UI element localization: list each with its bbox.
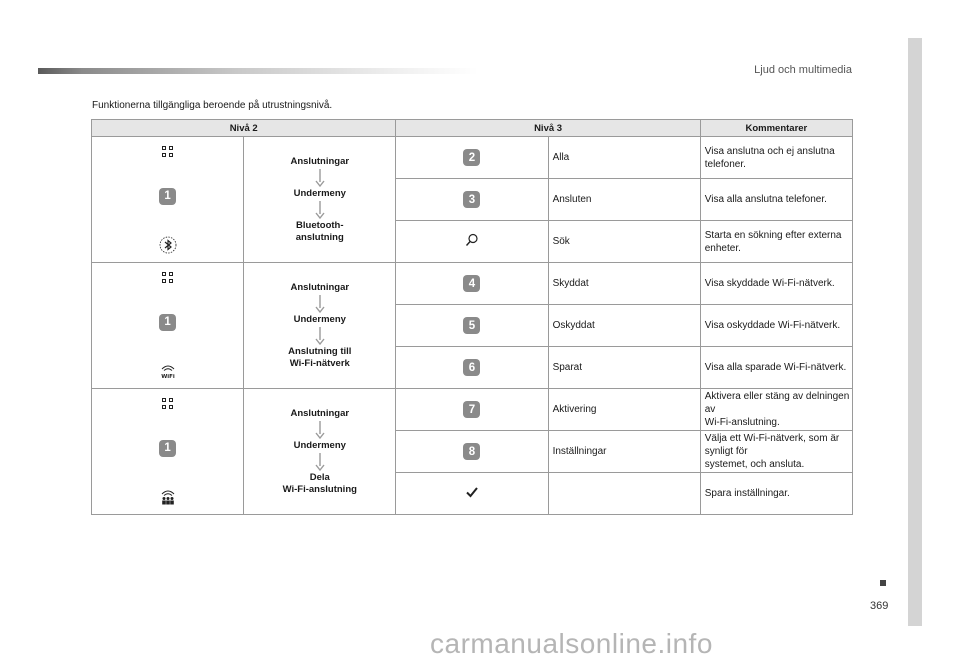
watermark: carmanualsonline.info (430, 628, 713, 659)
level2-label: Undermeny (293, 313, 346, 325)
arrow-down-icon (314, 295, 326, 313)
level3-label: Aktivering (548, 389, 700, 431)
level3-icon-cell (396, 179, 548, 221)
grid-icon (162, 272, 173, 283)
level2-cell (244, 137, 396, 263)
level3-label: Sök (548, 221, 700, 263)
arrow-down-icon (314, 421, 326, 439)
wifi-icon (159, 362, 177, 380)
comment-cell: Visa alla anslutna telefoner. (700, 179, 852, 221)
svg-text:WiFi: WiFi (160, 373, 175, 380)
level3-badge: 3 (463, 191, 480, 208)
level3-icon-cell (396, 389, 548, 431)
level3-label: Oskyddat (548, 305, 700, 347)
header-comments: Kommentarer (700, 120, 852, 137)
bluetooth-icon (159, 236, 177, 254)
level3-label: Alla (548, 137, 700, 179)
level2-label: Bluetooth- anslutning (295, 219, 344, 243)
level3-badge: 8 (463, 443, 480, 460)
level3-badge: 4 (463, 275, 480, 292)
table-header-row (92, 120, 853, 137)
arrow-down-icon (314, 169, 326, 187)
table-row (92, 137, 853, 179)
level3-label: Sparat (548, 347, 700, 389)
table-row (92, 263, 853, 305)
level3-label: Skyddat (548, 263, 700, 305)
level2-label: Anslutning till Wi-Fi-nätverk (288, 345, 352, 369)
level3-badge: 2 (463, 149, 480, 166)
header-level3: Nivå 3 (396, 120, 700, 137)
level2-label: Undermeny (293, 439, 346, 451)
level3-icon-cell (396, 431, 548, 473)
level2-label: Dela Wi-Fi-anslutning (282, 471, 357, 495)
function-table (91, 119, 853, 515)
search-icon (465, 233, 479, 247)
arrow-down-icon (314, 201, 326, 219)
level1-badge: 1 (159, 314, 176, 331)
level1-badge: 1 (159, 188, 176, 205)
page-number: 369 (870, 600, 889, 612)
table-body (92, 137, 853, 515)
level3-icon-cell (396, 137, 548, 179)
level3-badge: 5 (463, 317, 480, 334)
level3-label: Ansluten (548, 179, 700, 221)
level1-badge: 1 (159, 440, 176, 457)
level1-icon-cell (92, 389, 244, 515)
header-level2: Nivå 2 (92, 120, 396, 137)
level2-label: Anslutningar (290, 407, 350, 419)
arrow-down-icon (314, 327, 326, 345)
comment-cell: Aktivera eller stäng av delningen av Wi-Fi-anslutning. (700, 389, 852, 431)
grid-icon (162, 146, 173, 157)
level3-icon-cell (396, 221, 548, 263)
level2-cell (244, 263, 396, 389)
comment-cell: Visa alla sparade Wi-Fi-nätverk. (700, 347, 852, 389)
level3-badge: 7 (463, 401, 480, 418)
comment-cell: Välja ett Wi-Fi-nätverk, som är synligt för systemet, och ansluta. (700, 431, 852, 473)
level3-icon-cell (396, 347, 548, 389)
grid-icon (162, 398, 173, 409)
level3-icon-cell (396, 263, 548, 305)
comment-cell: Spara inställningar. (700, 473, 852, 515)
level3-label (548, 473, 700, 515)
comment-cell: Visa anslutna och ej anslutna telefoner. (700, 137, 852, 179)
level1-icon-cell (92, 263, 244, 389)
section-title: Ljud och multimedia (754, 64, 852, 76)
level3-label: Inställningar (548, 431, 700, 473)
level2-label: Anslutningar (290, 281, 350, 293)
comment-cell: Visa oskyddade Wi-Fi-nätverk. (700, 305, 852, 347)
header-gradient-bar (38, 68, 478, 74)
side-strip (908, 38, 922, 626)
level3-icon-cell (396, 473, 548, 515)
level3-icon-cell (396, 305, 548, 347)
level2-label: Undermeny (293, 187, 346, 199)
level1-icon-cell (92, 137, 244, 263)
intro-text: Funktionerna tillgängliga beroende på utrustningsnivå. (92, 100, 333, 111)
comment-cell: Visa skyddade Wi-Fi-nätverk. (700, 263, 852, 305)
comment-cell: Starta en sökning efter externa enheter. (700, 221, 852, 263)
arrow-down-icon (314, 453, 326, 471)
checkmark-icon (465, 485, 479, 499)
level3-badge: 6 (463, 359, 480, 376)
level2-label: Anslutningar (290, 155, 350, 167)
share-wifi-icon (159, 488, 177, 506)
page-marker (880, 580, 886, 586)
table-row (92, 389, 853, 431)
level2-cell (244, 389, 396, 515)
